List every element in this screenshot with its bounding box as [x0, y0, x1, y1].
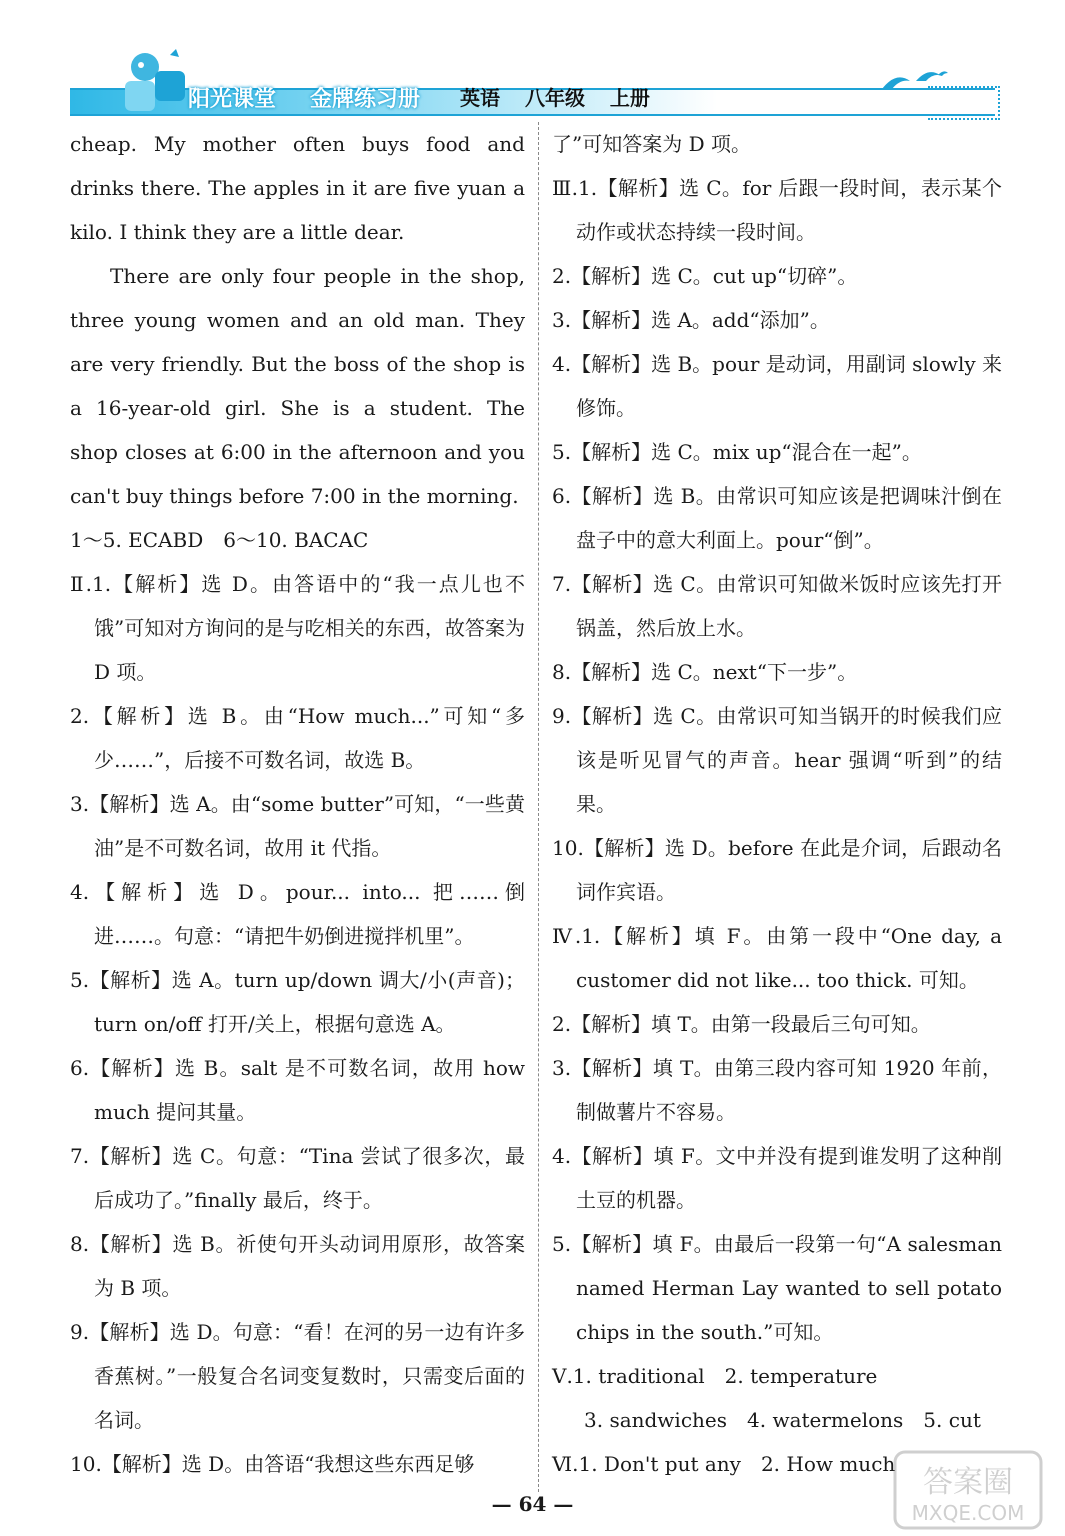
left-column: [70, 122, 525, 1486]
explanation-item: 4.【解析】选 D。pour... into... 把……倒进……。句意：“请把牛奶倒进搅拌机里”。: [70, 880, 525, 948]
svg-text:MXQE.COM: MXQE.COM: [911, 1501, 1025, 1525]
explanation-item: 10.【解析】选 D。before 在此是介词，后跟动名词作宾语。: [552, 836, 1002, 904]
explanation-item: 9.【解析】选 C。由常识可知当锅开的时候我们应该是听见冒气的声音。hear 强调“听到”的结果。: [552, 704, 1002, 816]
explanation-item: Ⅱ.1.【解析】选 D。由答语中的“我一点儿也不饿”可知对方询问的是与吃相关的东西，故答案为 D 项。: [70, 572, 525, 684]
explanation-item: 6.【解析】选 B。由常识可知应该是把调味汁倒在盘子中的意大利面上。pour“倒”。: [552, 484, 1002, 552]
explanation-item: 8.【解析】选 C。next“下一步”。: [552, 660, 858, 684]
explanation-item: 7.【解析】选 C。由常识可知做米饭时应该先打开锅盖，然后放上水。: [552, 572, 1002, 640]
watermark-logo-icon: [893, 1450, 1043, 1530]
page-header: [70, 40, 1000, 120]
page-number: — 64 —: [491, 1492, 574, 1516]
svg-text:答案圈: 答案圈: [923, 1465, 1013, 1500]
explanation-item: 10.【解析】选 D。由答语“我想这些东西足够: [70, 1452, 475, 1476]
header-subject: 英语 八年级 上册: [460, 86, 650, 110]
column-divider: [538, 122, 539, 1492]
explanation-item: 了”可知答案为 D 项。: [552, 132, 751, 156]
birds-icon: [880, 65, 950, 95]
header-series: 金牌练习册: [310, 87, 421, 112]
reading-text: cheap. My mother often buys food and drinks there. The apples in it are five yuan a kilo. I think they are a little dear.: [70, 132, 525, 244]
explanation-item: 3.【解析】选 A。由“some butter”可知，“一些黄油”是不可数名词，故用 it 代指。: [70, 792, 525, 860]
explanation-item: Ⅳ.1.【解析】填 F。由第一段中“One day, a customer did not like... too thick. 可知。: [552, 924, 1002, 992]
answer-key: 3. sandwiches 4. watermelons 5. cut: [584, 1408, 981, 1432]
answer-key: Ⅴ.1. traditional 2. temperature: [552, 1364, 878, 1388]
explanation-item: 3.【解析】填 T。由第三段内容可知 1920 年前，制做薯片不容易。: [552, 1056, 1002, 1124]
answer-key: Ⅵ.1. Don't put any 2. How much: [552, 1452, 896, 1476]
answer-key: 1～5. ECABD 6～10. BACAC: [70, 528, 369, 552]
explanation-item: 4.【解析】填 F。文中并没有提到谁发明了这种削土豆的机器。: [552, 1144, 1002, 1212]
explanation-item: 2.【解析】填 T。由第一段最后三句可知。: [552, 1012, 931, 1036]
explanation-item: 2.【解析】选 B。由“How much...”可知“多少……”，后接不可数名词，故选 B。: [70, 704, 525, 772]
explanation-item: 7.【解析】选 C。句意：“Tina 尝试了很多次，最后成功了。”finally 最后，终于。: [70, 1144, 525, 1212]
right-column: [552, 122, 1002, 1486]
explanation-item: 6.【解析】选 B。salt 是不可数名词，故用 how much 提问其量。: [70, 1056, 525, 1124]
header-brand: 阳光课堂: [188, 87, 277, 112]
explanation-item: 2.【解析】选 C。cut up“切碎”。: [552, 264, 858, 288]
explanation-item: 5.【解析】选 C。mix up“混合在一起”。: [552, 440, 922, 464]
reading-text: There are only four people in the shop, three young women and an old man. They are very friendly. But the boss of the shop is a 16-year-old girl. She is a student. The shop closes at 6:00 in the afternoon and you can't buy things before 7:00 in the morning.: [70, 264, 525, 508]
explanation-item: 8.【解析】选 B。祈使句开头动词用原形，故答案为 B 项。: [70, 1232, 525, 1300]
explanation-item: 3.【解析】选 A。add“添加”。: [552, 308, 830, 332]
explanation-item: 9.【解析】选 D。句意：“看！在河的另一边有许多香蕉树。”一般复合名词变复数时，只需变后面的名词。: [70, 1320, 525, 1432]
mascot-logo-icon: [115, 45, 195, 115]
explanation-item: 5.【解析】选 A。turn up/down 调大/小(声音)；turn on/off 打开/关上，根据句意选 A。: [70, 968, 525, 1036]
explanation-item: 5.【解析】填 F。由最后一段第一句“A salesman named Herman Lay wanted to sell potato chips in the south.”可知。: [552, 1232, 1002, 1344]
explanation-item: Ⅲ.1.【解析】选 C。for 后跟一段时间，表示某个动作或状态持续一段时间。: [552, 176, 1002, 244]
explanation-item: 4.【解析】选 B。pour 是动词，用副词 slowly 来修饰。: [552, 352, 1003, 420]
